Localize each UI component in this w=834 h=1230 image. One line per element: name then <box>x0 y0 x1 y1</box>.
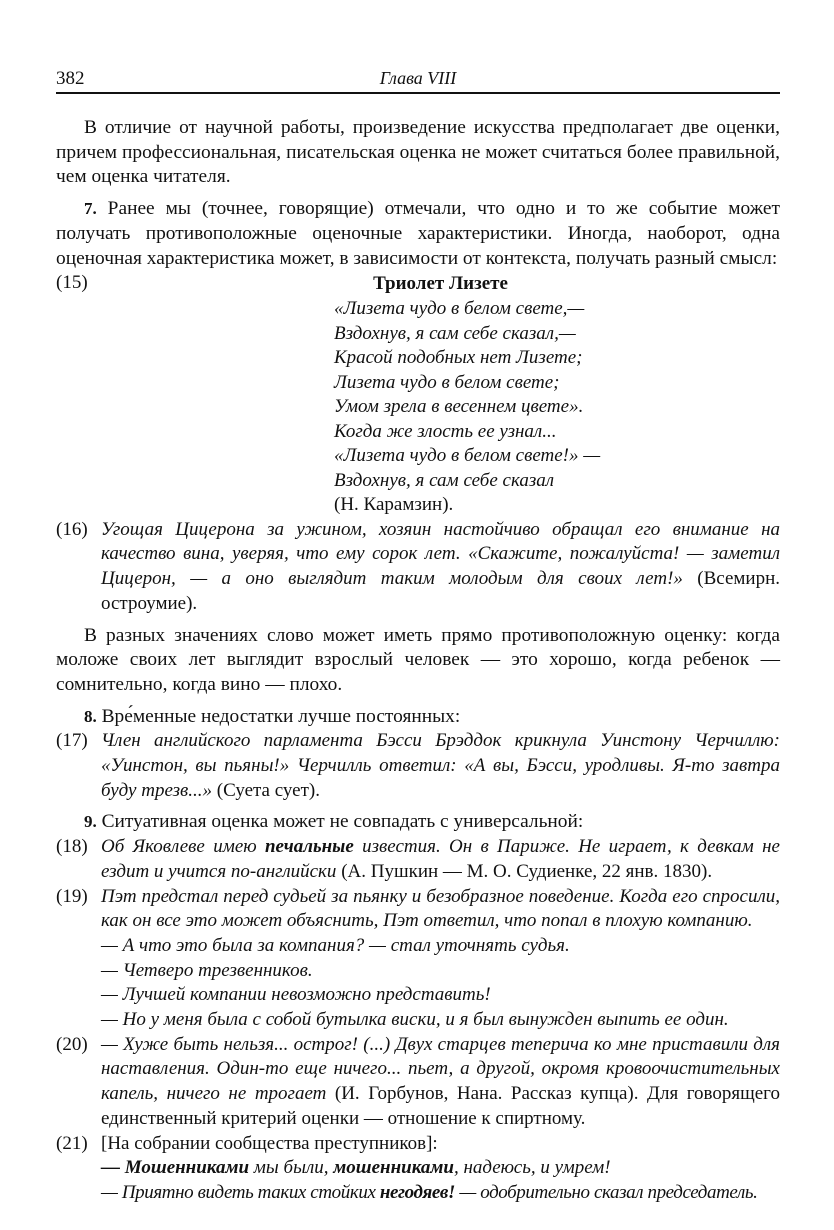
dialog-text: , надеюсь, и умрем! <box>453 1157 611 1179</box>
example-number: (21) <box>56 1132 88 1154</box>
example-20 <box>56 1033 780 1132</box>
example-21 <box>56 1132 780 1206</box>
example-text: Угощая Цицерона за ужином, хозяин настойчиво обращал его внимание на качество вина, уверяя, что ему сорок лет. «Скажите, пожалуйста! — заметил Цицерон, — а оно выглядит таким молодым для своих лет!» <box>101 518 780 590</box>
section-number: 9. <box>84 812 97 832</box>
poem-title: Триолет Лизете <box>373 273 508 295</box>
section-number: 8. <box>84 706 97 726</box>
poem-line: Умом зрела в весеннем цвете». <box>334 396 584 418</box>
example-source: (И. Горбунов, Нана. Рассказ купца). Для говорящего единственный критерий оценки — отношение к спиртному. <box>101 1083 780 1129</box>
section-text: Ситуативная оценка может не совпадать с универсальной: <box>96 811 584 833</box>
example-number: (15) <box>56 272 88 294</box>
dialog-line: — А что это была за компания? — стал уточнять судья. <box>101 934 570 956</box>
example-16 <box>56 518 780 617</box>
poem-line: «Лизета чудо в белом свете!» — <box>334 445 601 467</box>
example-number: (18) <box>56 836 88 858</box>
example-number: (16) <box>56 518 88 540</box>
section-number: 7. <box>84 199 97 219</box>
poem-source: (Н. Карамзин). <box>334 494 454 516</box>
example-context: [На собрании сообщества преступников]: <box>101 1132 438 1154</box>
poem <box>101 271 780 518</box>
dialog-text: — одобрительно сказал председатель. <box>455 1182 758 1203</box>
poem-lines <box>334 297 780 518</box>
emphasized-word: печальные <box>264 836 354 858</box>
poem-line: Вздохнув, я сам себе сказал,— <box>334 322 576 344</box>
running-header <box>56 64 780 94</box>
section-7 <box>56 197 780 271</box>
section-9 <box>56 810 780 835</box>
poem-line: Лизета чудо в белом свете; <box>334 371 560 393</box>
example-17 <box>56 729 780 803</box>
paragraph-art-evaluation: В отличие от научной работы, произведение искусства предполагает две оценки, причем профессиональная, писательская оценка не может считаться более правильной, чем оценка читателя. <box>56 117 780 188</box>
example-18 <box>56 835 780 884</box>
section-8 <box>56 705 780 730</box>
example-source: (Суета сует). <box>212 779 320 801</box>
dialog-text: мы были, <box>249 1157 334 1179</box>
section-text: Ранее мы (точнее, говорящие) отмечали, что одно и то же событие может получать противоположные оценочные характеристики. Иногда, наоборот, одна оценочная характеристика может, в зависимости от контекста, получать разный смысл: <box>56 198 780 269</box>
poem-line: Когда же злость ее узнал... <box>334 420 557 442</box>
example-number: (19) <box>56 885 88 907</box>
example-number: (20) <box>56 1033 88 1055</box>
emphasized-word: негодяев! <box>379 1182 456 1203</box>
dialog <box>101 934 780 1033</box>
example-text: Член английского парламента Бэсси Брэддок крикнула Уинстону Черчиллю: «Уинстон, вы пьяны!» Черчилль ответил: «А вы, Бэсси, уродливы. Я-то завтра буду трезв...» <box>101 730 780 801</box>
poem-line: «Лизета чудо в белом свете,— <box>334 298 585 320</box>
example-source: (А. Пушкин — М. О. Судиенке, 22 янв. 1830). <box>336 860 713 882</box>
dialog-line <box>101 1156 780 1181</box>
dialog-text: — Приятно видеть таких стойких <box>101 1182 380 1203</box>
example-text: Об Яковлеве имею <box>101 836 265 858</box>
poem-line: Вздохнув, я сам себе сказал <box>334 469 555 491</box>
dialog <box>101 1156 780 1205</box>
dialog-line: — Четверо трезвенников. <box>101 959 313 981</box>
emphasized-word: мошенниками <box>333 1157 454 1179</box>
poem-line: Красой подобных нет Лизете; <box>334 347 583 369</box>
chapter-title: Глава VIII <box>379 68 457 88</box>
example-text: — Хуже быть нельзя... острог! (...) Двух старцев теперича ко мне приставили для наставления. Один-то еще ничего... пьет, а другой, окромя кровоочистительных капель, ничего не трогает <box>101 1033 780 1105</box>
section-text: Вре́менные недостатки лучше постоянных: <box>96 705 461 727</box>
dialog-line <box>101 1181 780 1206</box>
example-text: Пэт предстал перед судьей за пьянку и безобразное поведение. Когда его спросили, как он все это может объяснить, Пэт ответил, что попал в плохую компанию. <box>101 885 780 932</box>
book-page <box>56 64 780 1206</box>
dialog-line: — Но у меня была с собой бутылка виски, и я был вынужден выпить ее один. <box>101 1009 729 1031</box>
page-number: 382 <box>56 68 85 89</box>
example-19 <box>56 885 780 1033</box>
example-text: известия. Он в Париже. Не играет, к девкам не ездит и учится по-английски <box>101 836 780 882</box>
example-source: (Всемирн. остроумие). <box>101 568 780 614</box>
dash: — <box>101 1157 125 1179</box>
example-number: (17) <box>56 730 88 752</box>
dialog-line: — Лучшей компании невозможно представить! <box>101 984 491 1006</box>
emphasized-word: Мошенниками <box>124 1157 250 1179</box>
example-15 <box>56 271 780 518</box>
paragraph-opposite-evaluation: В разных значениях слово может иметь прямо противоположную оценку: когда моложе своих лет выглядит взрослый человек — это хорошо, когда ребенок — сомнительно, когда вино — плохо. <box>56 624 780 695</box>
